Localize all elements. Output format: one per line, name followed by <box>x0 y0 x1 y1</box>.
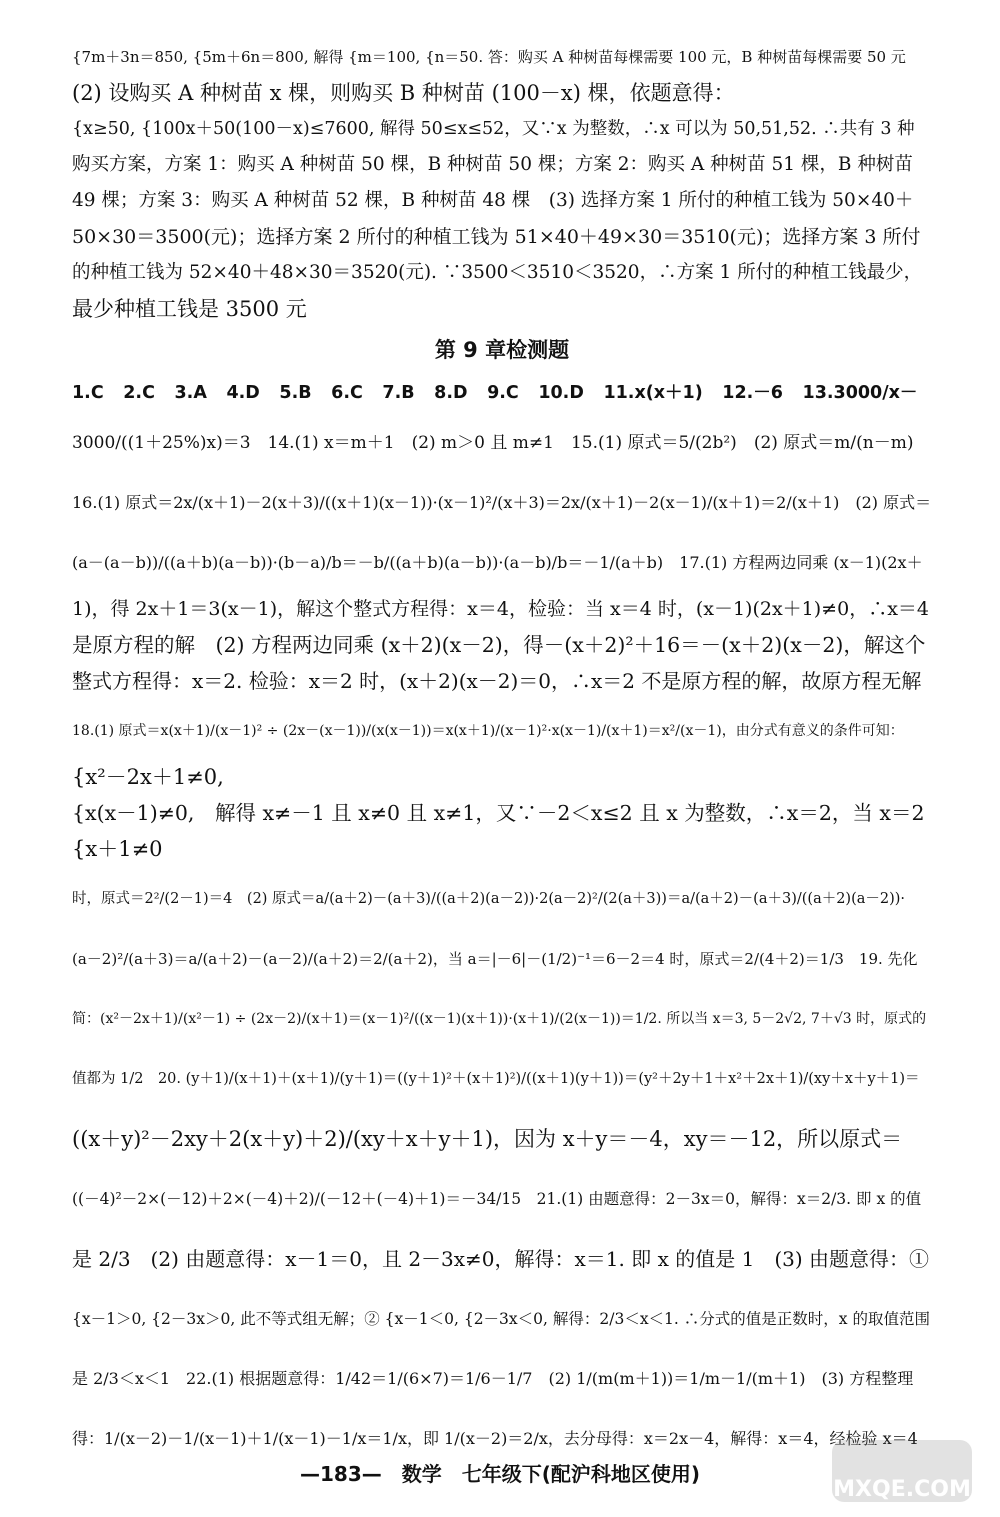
text-line: ((x＋y)²－2xy＋2(x＋y)＋2)/(xy＋x＋y＋1)，因为 x＋y＝－4，xy＝－12，所以原式＝ <box>72 1127 903 1151</box>
answer-item: 13.3000/x－ <box>802 383 918 403</box>
answer-item: 4.D <box>226 383 260 403</box>
text-line: 得：1/(x－2)－1/(x－1)＋1/(x－1)－1/x＝1/x，即 1/(x－2)＝2/x，去分母得：x＝2x－4，解得：x＝4，经检验 x＝4 <box>72 1429 918 1448</box>
text-line: (a－(a－b))/((a＋b)(a－b))·(b－a)/b＝－b/((a＋b)(a－b))·(a－b)/b＝－1/(a＋b) 17.(1) 方程两边同乘 (x－1)(2x＋ <box>72 553 923 572</box>
text-line: 1)，得 2x＋1＝3(x－1)，解这个整式方程得：x＝4，检验：当 x＝4 时，(x－1)(2x＋1)≠0，∴x＝4 <box>72 598 929 620</box>
text-line: 值都为 1/2 20. (y＋1)/(x＋1)＋(x＋1)/(y＋1)＝((y＋1)²＋(x＋1)²)/((x＋1)(y＋1))＝(y²＋2y＋1＋x²＋2x＋1)/(xy＋x＋y＋1)＝ <box>72 1071 920 1087</box>
text-line: (2) 设购买 A 种树苗 x 棵，则购买 B 种树苗 (100－x) 棵，依题意得： <box>72 81 735 105</box>
text-line: 简：(x²－2x＋1)/(x²－1) ÷ (2x－2)/(x＋1)＝(x－1)²/((x－1)(x＋1))·(x＋1)/(2(x－1))＝1/2. 所以当 x＝3, 5－2√2, 7＋√3 时，原式的 <box>72 1011 927 1027</box>
answer-item: 10.D <box>538 383 584 403</box>
text-line: 的种植工钱为 52×40＋48×30＝3520(元). ∵3500＜3510＜3520，∴方案 1 所付的种植工钱最少， <box>72 262 923 283</box>
text-line: {x≥50, {100x＋50(100－x)≤7600, 解得 50≤x≤52，又∵x 为整数，∴x 可以为 50,51,52. ∴共有 3 种 <box>72 119 915 139</box>
text-line: 是 2/3＜x＜1 22.(1) 根据题意得：1/42＝1/(6×7)＝1/6－1/7 (2) 1/(m(m＋1))＝1/m－1/(m＋1) (3) 方程整理 <box>72 1369 914 1388</box>
multiple-choice-answers <box>72 378 932 408</box>
text-line: ((－4)²－2×(－12)＋2×(－4)＋2)/(－12＋(－4)＋1)＝－34/15 21.(1) 由题意得：2－3x＝0，解得：x＝2/3. 即 x 的值 <box>72 1190 922 1208</box>
page-footer: —183— 数学 七年级下(配沪科地区使用) <box>299 1462 701 1486</box>
text-line: 是 2/3 (2) 由题意得：x－1＝0，且 2－3x≠0，解得：x＝1. 即 x 的值是 1 (3) 由题意得：① <box>72 1247 930 1271</box>
section-title: 第 9 章检测题 <box>434 338 570 362</box>
answer-item: 6.C <box>331 383 363 403</box>
answer-item: 7.B <box>382 383 415 403</box>
page-content <box>72 42 932 1470</box>
watermark-logo: MXQE.COM <box>832 1440 972 1502</box>
text-line: {x－1＞0, {2－3x＞0, 此不等式组无解；② {x－1＜0, {2－3x＜0, 解得：2/3＜x＜1. ∴分式的值是正数时，x 的取值范围 <box>72 1310 930 1328</box>
text-line: 50×30＝3500(元)；选择方案 2 所付的种植工钱为 51×40＋49×30＝3510(元)；选择方案 3 所付 <box>72 226 921 248</box>
answer-item: 8.D <box>434 383 468 403</box>
text-line: 整式方程得：x＝2. 检验：x＝2 时，(x＋2)(x－2)＝0，∴x＝2 不是原方程的解，故原方程无解 <box>72 669 922 693</box>
answer-item: 9.C <box>487 383 519 403</box>
answer-item: 12.－6 <box>722 383 783 403</box>
text-line: 购买方案，方案 1：购买 A 种树苗 50 棵，B 种树苗 50 棵；方案 2：购买 A 种树苗 51 棵，B 种树苗 <box>72 154 913 175</box>
answer-item: 3.A <box>174 383 207 403</box>
answer-item: 11.x(x＋1) <box>603 383 703 403</box>
answer-item: 5.B <box>279 383 312 403</box>
answer-item: 1.C <box>72 383 104 403</box>
text-line: (a－2)²/(a＋3)＝a/(a＋2)－(a－2)/(a＋2)＝2/(a＋2)，当 a＝|－6|－(1/2)⁻¹＝6－2＝4 时，原式＝2/(4＋2)＝1/3 19. 先化 <box>72 950 918 968</box>
text-line: {7m＋3n＝850, {5m＋6n＝800, 解得 {m＝100, {n＝50. 答：购买 A 种树苗每棵需要 100 元，B 种树苗每棵需要 50 元 <box>72 48 906 66</box>
text-line: 时，原式＝2²/(2－1)＝4 (2) 原式＝a/(a＋2)－(a＋3)/((a＋2)(a－2))·2(a－2)²/(2(a＋3))＝a/(a＋2)－(a＋3)/((a＋2)(a－2))· <box>72 891 906 907</box>
text-line: 49 棵；方案 3：购买 A 种树苗 52 棵，B 种树苗 48 棵 (3) 选择方案 1 所付的种植工钱为 50×40＋ <box>72 190 914 211</box>
text-line: {x²－2x＋1≠0, <box>72 765 224 789</box>
text-line: {x(x－1)≠0, 解得 x≠－1 且 x≠0 且 x≠1，又∵－2＜x≤2 且 x 为整数，∴x＝2，当 x＝2 <box>72 801 925 825</box>
answer-item: 2.C <box>123 383 155 403</box>
text-line: 16.(1) 原式＝2x/(x＋1)－2(x＋3)/((x＋1)(x－1))·(x－1)²/(x＋3)＝2x/(x＋1)－2(x－1)/(x＋1)＝2/(x＋1) (2) 原式＝ <box>72 493 932 512</box>
text-line: 3000/((1＋25%)x)＝3 14.(1) x＝m＋1 (2) m＞0 且 m≠1 15.(1) 原式＝5/(2b²) (2) 原式＝m/(n－m) <box>72 433 914 453</box>
text-line: 是原方程的解 (2) 方程两边同乘 (x＋2)(x－2)，得－(x＋2)²＋16＝－(x＋2)(x－2)，解这个 <box>72 633 926 657</box>
text-line: 18.(1) 原式＝x(x＋1)/(x－1)² ÷ (2x－(x－1))/(x(x－1))＝x(x＋1)/(x－1)²·x(x－1)/(x＋1)＝x²/(x－1)，由分式有意义的条件可知： <box>72 723 904 739</box>
text-line: {x＋1≠0 <box>72 837 163 861</box>
text-line: 最少种植工钱是 3500 元 <box>72 297 307 321</box>
